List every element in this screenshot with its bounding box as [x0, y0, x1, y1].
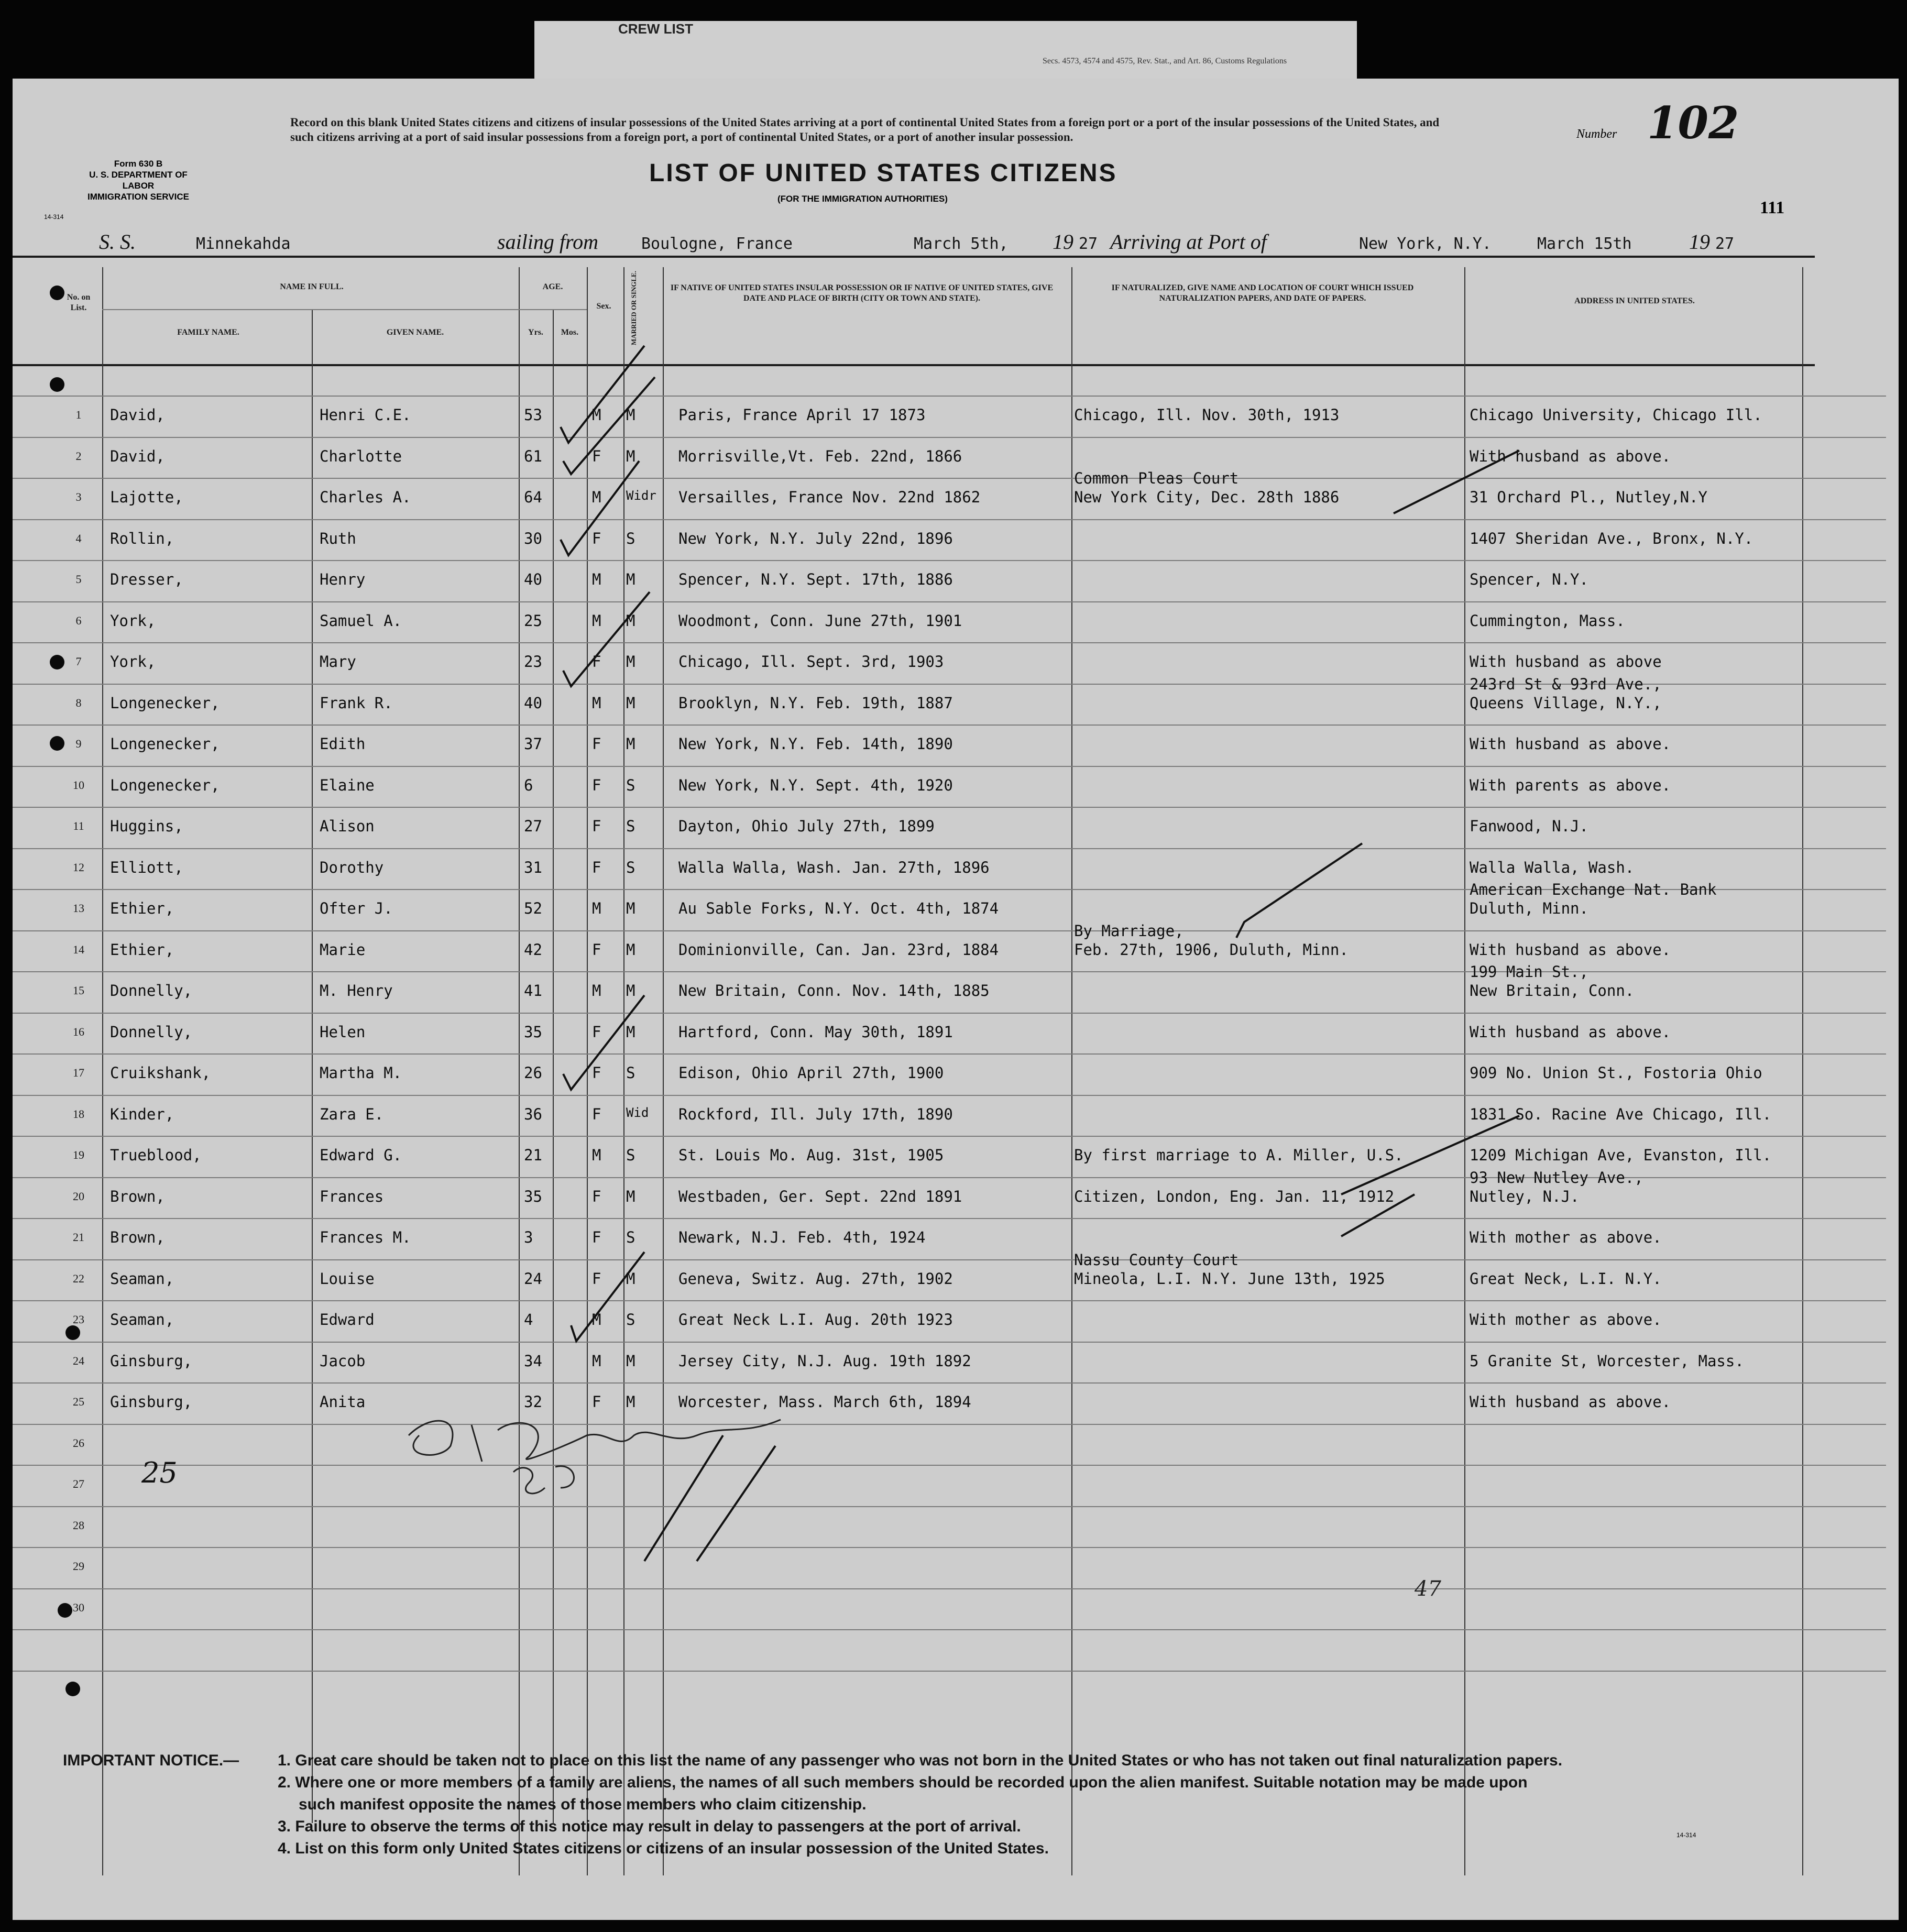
- row-22-given: Louise: [320, 1270, 375, 1288]
- row-13-addr2: Duluth, Minn.: [1470, 899, 1588, 917]
- row-8-ms: M: [626, 694, 635, 712]
- row-15-birth: New Britain, Conn. Nov. 14th, 1885: [678, 982, 990, 1000]
- row-18-sex: F: [592, 1105, 601, 1123]
- row-3-given: Charles A.: [320, 488, 411, 506]
- row-17-given: Martha M.: [320, 1064, 402, 1082]
- row-12-sex: F: [592, 859, 601, 876]
- row-22-yrs: 24: [524, 1270, 542, 1288]
- row-12-family: Elliott,: [110, 859, 183, 876]
- row-6-addr: Cummington, Mass.: [1470, 612, 1625, 630]
- row-11-no: 11: [73, 819, 84, 832]
- row-22-addr: Great Neck, L.I. N.Y.: [1470, 1270, 1662, 1288]
- row-18-addr: 1831 So. Racine Ave Chicago, Ill.: [1470, 1105, 1772, 1123]
- row-10-family: Longenecker,: [110, 776, 220, 794]
- col-header-married: MARRIED OR SINGLE.: [630, 271, 638, 345]
- row-13-yrs: 52: [524, 899, 542, 917]
- row-15-sex: M: [592, 982, 601, 1000]
- row-1-family: David,: [110, 406, 165, 424]
- row-16-no: 16: [73, 1025, 84, 1038]
- row-8-yrs: 40: [524, 694, 542, 712]
- row-7-given: Mary: [320, 653, 356, 671]
- row-21-yrs: 3: [524, 1228, 533, 1246]
- row-25-given: Anita: [320, 1393, 366, 1411]
- row-25-sex: F: [592, 1393, 601, 1411]
- row-15-ms: M: [626, 982, 635, 1000]
- row-5-addr: Spencer, N.Y.: [1470, 570, 1588, 588]
- row-21-addr: With mother as above.: [1470, 1228, 1662, 1246]
- row-24-sex: M: [592, 1352, 601, 1370]
- row-5-sex: M: [592, 570, 601, 588]
- row-22-nat: Nassu County Court: [1074, 1251, 1239, 1269]
- row-3-nat: Common Pleas Court: [1074, 469, 1239, 487]
- check-marks: [561, 346, 1519, 1561]
- row-1-given: Henri C.E.: [320, 406, 411, 424]
- col-header-address: ADDRESS IN UNITED STATES.: [1574, 297, 1695, 305]
- footer-form-code: 14-314: [1676, 1831, 1696, 1839]
- row-11-addr: Fanwood, N.J.: [1470, 817, 1588, 835]
- row-19-given: Edward G.: [320, 1146, 402, 1164]
- row-7-no: 7: [75, 655, 82, 668]
- row-22-nat2: Mineola, L.I. N.Y. June 13th, 1925: [1074, 1270, 1385, 1288]
- row-1-no: 1: [75, 408, 82, 421]
- row-1-yrs: 53: [524, 406, 542, 424]
- row-18-ms: Wid: [626, 1105, 649, 1120]
- row-21-sex: F: [592, 1228, 601, 1246]
- row-9-given: Edith: [320, 735, 366, 753]
- row-20-addr: 93 New Nutley Ave.,: [1470, 1169, 1643, 1187]
- row-17-no: 17: [73, 1066, 84, 1079]
- row-7-yrs: 23: [524, 653, 542, 671]
- row-28-no: 28: [73, 1519, 84, 1532]
- inspector-signature: [409, 1420, 781, 1494]
- col-header-birth: IF NATIVE OF UNITED STATES INSULAR POSSESSION OR IF NATIVE OF UNITED STATES, GIVE DATE AND PLACE OF BIRTH (CITY OR TOWN AND STATE).: [670, 283, 1054, 303]
- row-14-ms: M: [626, 941, 635, 959]
- row-3-yrs: 64: [524, 488, 542, 506]
- row-1-addr: Chicago University, Chicago Ill.: [1470, 406, 1762, 424]
- ss-label: S. S.: [99, 230, 136, 254]
- row-4-given: Ruth: [320, 530, 356, 547]
- row-14-birth: Dominionville, Can. Jan. 23rd, 1884: [678, 941, 999, 959]
- row-19-no: 19: [73, 1148, 84, 1161]
- row-13-birth: Au Sable Forks, N.Y. Oct. 4th, 1874: [678, 899, 999, 917]
- row-12-no: 12: [73, 861, 84, 874]
- form-number: Form 630 B: [114, 159, 163, 169]
- row-6-family: York,: [110, 612, 156, 630]
- row-1-sex: M: [592, 406, 601, 424]
- row-24-birth: Jersey City, N.J. Aug. 19th 1892: [678, 1352, 971, 1370]
- row-19-addr: 1209 Michigan Ave, Evanston, Ill.: [1470, 1146, 1772, 1164]
- row-14-family: Ethier,: [110, 941, 174, 959]
- row-21-given: Frances M.: [320, 1228, 411, 1246]
- row-16-ms: M: [626, 1023, 635, 1041]
- arrival-year: 27: [1715, 235, 1735, 253]
- row-22-birth: Geneva, Switz. Aug. 27th, 1902: [678, 1270, 953, 1288]
- row-4-family: Rollin,: [110, 530, 174, 547]
- row-20-family: Brown,: [110, 1188, 165, 1205]
- row-17-family: Cruikshank,: [110, 1064, 211, 1082]
- row-17-addr: 909 No. Union St., Fostoria Ohio: [1470, 1064, 1762, 1082]
- row-21-family: Brown,: [110, 1228, 165, 1246]
- row-10-given: Elaine: [320, 776, 375, 794]
- handwritten-total: 25: [141, 1456, 178, 1489]
- row-20-no: 20: [73, 1190, 84, 1203]
- signature-date: [513, 1466, 574, 1494]
- row-8-no: 8: [75, 696, 82, 709]
- row-2-sex: F: [592, 447, 601, 465]
- col-header-naturalization: IF NATURALIZED, GIVE NAME AND LOCATION OF COURT WHICH ISSUED NATURALIZATION PAPERS, AND DATE OF PAPERS.: [1111, 283, 1414, 303]
- row-22-ms: M: [626, 1270, 635, 1288]
- page-number: 111: [1760, 198, 1785, 217]
- arrival-date: March 15th: [1537, 235, 1632, 253]
- row-14-given: Marie: [320, 941, 366, 959]
- row-2-family: David,: [110, 447, 165, 465]
- row-23-no: 23: [73, 1313, 84, 1326]
- row-11-birth: Dayton, Ohio July 27th, 1899: [678, 817, 935, 835]
- list-number: 102: [1647, 97, 1739, 149]
- row-6-no: 6: [75, 614, 82, 627]
- row-24-ms: M: [626, 1352, 635, 1370]
- row-3-sex: M: [592, 488, 601, 506]
- check-mark-row-4: [561, 461, 639, 555]
- row-16-birth: Hartford, Conn. May 30th, 1891: [678, 1023, 953, 1041]
- row-16-given: Helen: [320, 1023, 366, 1041]
- row-20-sex: F: [592, 1188, 601, 1205]
- row-25-addr: With husband as above.: [1470, 1393, 1671, 1411]
- row-1-nat: Chicago, Ill. Nov. 30th, 1913: [1074, 406, 1340, 424]
- row-25-birth: Worcester, Mass. March 6th, 1894: [678, 1393, 971, 1411]
- row-9-ms: M: [626, 735, 635, 753]
- row-8-birth: Brooklyn, N.Y. Feb. 19th, 1887: [678, 694, 953, 712]
- year-prefix-1: 19: [1053, 230, 1073, 254]
- row-16-addr: With husband as above.: [1470, 1023, 1671, 1041]
- row-9-addr: With husband as above.: [1470, 735, 1671, 753]
- departure-port: Boulogne, France: [641, 235, 793, 253]
- row-17-birth: Edison, Ohio April 27th, 1900: [678, 1064, 944, 1082]
- row-10-no: 10: [73, 778, 84, 792]
- row-5-birth: Spencer, N.Y. Sept. 17th, 1886: [678, 570, 953, 588]
- row-7-family: York,: [110, 653, 156, 671]
- row-14-nat: By Marriage,: [1074, 922, 1184, 940]
- row-5-ms: M: [626, 570, 635, 588]
- row-10-ms: S: [626, 776, 635, 794]
- row-8-sex: M: [592, 694, 601, 712]
- row-21-birth: Newark, N.J. Feb. 4th, 1924: [678, 1228, 926, 1246]
- row-8-given: Frank R.: [320, 694, 393, 712]
- row-5-yrs: 40: [524, 570, 542, 588]
- row-11-ms: S: [626, 817, 635, 835]
- row-23-yrs: 4: [524, 1311, 533, 1329]
- notice-item-3: 3. Failure to observe the terms of this notice may result in delay to passengers at the port of arrival.: [278, 1818, 1021, 1835]
- col-header-family: FAMILY NAME.: [177, 328, 239, 337]
- service-name: IMMIGRATION SERVICE: [87, 192, 189, 202]
- row-6-ms: M: [626, 612, 635, 630]
- row-19-ms: S: [626, 1146, 635, 1164]
- row-11-yrs: 27: [524, 817, 542, 835]
- row-23-ms: S: [626, 1311, 635, 1329]
- col-header-no: No. on List.: [67, 293, 91, 312]
- row-11-sex: F: [592, 817, 601, 835]
- row-16-yrs: 35: [524, 1023, 542, 1041]
- row-3-ms: Widr: [626, 488, 656, 503]
- row-16-family: Donnelly,: [110, 1023, 193, 1041]
- row-3-no: 3: [75, 490, 82, 503]
- row-15-no: 15: [73, 984, 84, 997]
- row-8-family: Longenecker,: [110, 694, 220, 712]
- row-15-addr2: New Britain, Conn.: [1470, 982, 1635, 1000]
- stroke-bottom-1: [644, 1435, 723, 1561]
- row-12-ms: S: [626, 859, 635, 876]
- row-23-family: Seaman,: [110, 1311, 174, 1329]
- row-17-yrs: 26: [524, 1064, 542, 1082]
- row-17-sex: F: [592, 1064, 601, 1082]
- col-header-given: GIVEN NAME.: [386, 328, 444, 337]
- row-13-sex: M: [592, 899, 601, 917]
- row-25-family: Ginsburg,: [110, 1393, 193, 1411]
- row-4-sex: F: [592, 530, 601, 547]
- row-10-addr: With parents as above.: [1470, 776, 1671, 794]
- row-18-birth: Rockford, Ill. July 17th, 1890: [678, 1105, 953, 1123]
- row-12-addr: Walla Walla, Wash.: [1470, 859, 1635, 876]
- arrival-port: New York, N.Y.: [1359, 235, 1492, 253]
- row-13-ms: M: [626, 899, 635, 917]
- col-header-yrs: Yrs.: [528, 328, 543, 337]
- row-14-sex: F: [592, 941, 601, 959]
- row-14-addr: With husband as above.: [1470, 941, 1671, 959]
- stamp-number: 47: [1415, 1577, 1441, 1601]
- row-25-no: 25: [73, 1395, 84, 1408]
- stroke-bottom-2: [697, 1446, 775, 1561]
- page-subtitle: (FOR THE IMMIGRATION AUTHORITIES): [777, 194, 948, 204]
- stroke-naturalization-22: [1341, 1194, 1415, 1236]
- sail-date: March 5th,: [914, 235, 1009, 253]
- col-header-mos: Mos.: [561, 328, 579, 337]
- row-2-addr: With husband as above.: [1470, 447, 1671, 465]
- row-9-family: Longenecker,: [110, 735, 220, 753]
- row-3-nat2: New York City, Dec. 28th 1886: [1074, 488, 1340, 506]
- row-26-no: 26: [73, 1436, 84, 1450]
- row-24-yrs: 34: [524, 1352, 542, 1370]
- row-4-birth: New York, N.Y. July 22nd, 1896: [678, 530, 953, 547]
- row-27-no: 27: [73, 1477, 84, 1490]
- row-4-no: 4: [75, 532, 82, 545]
- row-8-addr: 243rd St & 93rd Ave.,: [1470, 675, 1662, 693]
- row-20-yrs: 35: [524, 1188, 542, 1205]
- notice-item-4: 4. List on this form only United States citizens or citizens of an insular possession of the United States.: [278, 1840, 1049, 1857]
- row-19-yrs: 21: [524, 1146, 542, 1164]
- row-2-no: 2: [75, 449, 82, 463]
- row-14-yrs: 42: [524, 941, 542, 959]
- row-24-no: 24: [73, 1354, 84, 1367]
- row-20-ms: M: [626, 1188, 635, 1205]
- row-24-given: Jacob: [320, 1352, 366, 1370]
- check-mark-row-1: [561, 346, 644, 443]
- form-instructions: Record on this blank United States citizens and citizens of insular possessions of the United States arriving at a port of continental United States from a foreign port or a port of the insular possessions of the United States, and such citizens arriving at a port of said insular possessions from a foreign port, a port of continental United States, or a port of another insular possession.: [290, 116, 1440, 144]
- row-13-given: Ofter J.: [320, 899, 393, 917]
- row-22-no: 22: [73, 1272, 84, 1285]
- department-name: U. S. DEPARTMENT OF LABOR: [89, 170, 188, 191]
- row-19-family: Trueblood,: [110, 1146, 202, 1164]
- row-21-ms: S: [626, 1228, 635, 1246]
- year-prefix-2: 19: [1689, 230, 1710, 254]
- row-11-given: Alison: [320, 817, 375, 835]
- row-19-birth: St. Louis Mo. Aug. 31st, 1905: [678, 1146, 944, 1164]
- row-12-given: Dorothy: [320, 859, 384, 876]
- row-10-yrs: 6: [524, 776, 533, 794]
- row-15-addr: 199 Main St.,: [1470, 963, 1588, 981]
- col-header-name: NAME IN FULL.: [280, 282, 344, 291]
- row-4-ms: S: [626, 530, 635, 547]
- signature-stroke: [409, 1420, 781, 1462]
- row-23-given: Edward: [320, 1311, 375, 1329]
- notice-item-2-continued: such manifest opposite the names of those members who claim citizenship.: [299, 1796, 867, 1813]
- row-2-ms: M: [626, 447, 635, 465]
- row-2-yrs: 61: [524, 447, 542, 465]
- row-19-sex: M: [592, 1146, 601, 1164]
- row-8-addr2: Queens Village, N.Y.,: [1470, 694, 1662, 712]
- row-9-no: 9: [75, 737, 82, 750]
- check-mark-naturalization-14: [1236, 843, 1362, 938]
- row-24-addr: 5 Granite St, Worcester, Mass.: [1470, 1352, 1744, 1370]
- row-11-family: Huggins,: [110, 817, 183, 835]
- row-15-yrs: 41: [524, 982, 542, 1000]
- row-5-given: Henry: [320, 570, 366, 588]
- row-6-given: Samuel A.: [320, 612, 402, 630]
- row-30-no: 30: [73, 1601, 84, 1614]
- row-20-given: Frances: [320, 1188, 384, 1205]
- row-5-family: Dresser,: [110, 570, 183, 588]
- statute-reference: Secs. 4573, 4574 and 4575, Rev. Stat., and Art. 86, Customs Regulations: [1043, 57, 1287, 65]
- check-mark-row-24: [571, 1252, 644, 1341]
- row-3-addr: 31 Orchard Pl., Nutley,N.Y: [1470, 488, 1707, 506]
- row-23-birth: Great Neck L.I. Aug. 20th 1923: [678, 1311, 953, 1329]
- row-13-addr: American Exchange Nat. Bank: [1470, 881, 1717, 898]
- row-15-given: M. Henry: [320, 982, 393, 1000]
- row-7-ms: M: [626, 653, 635, 671]
- check-mark-row-18: [563, 995, 644, 1090]
- form-code: 14-314: [44, 213, 64, 221]
- row-24-family: Ginsburg,: [110, 1352, 193, 1370]
- row-4-yrs: 30: [524, 530, 542, 547]
- row-14-no: 14: [73, 943, 84, 956]
- row-1-ms: M: [626, 406, 635, 424]
- row-25-ms: M: [626, 1393, 635, 1411]
- row-1-birth: Paris, France April 17 1873: [678, 406, 926, 424]
- row-25-yrs: 32: [524, 1393, 542, 1411]
- row-12-birth: Walla Walla, Wash. Jan. 27th, 1896: [678, 859, 990, 876]
- row-20-nat: Citizen, London, Eng. Jan. 11, 1912: [1074, 1188, 1395, 1205]
- row-18-yrs: 36: [524, 1105, 542, 1123]
- arriving-label: Arriving at Port of: [1110, 230, 1267, 254]
- row-13-no: 13: [73, 902, 84, 915]
- row-22-sex: F: [592, 1270, 601, 1288]
- notice-item-2: 2. Where one or more members of a family are aliens, the names of all such members should be recorded upon the alien manifest. Suitable notation may be made upon: [278, 1774, 1528, 1791]
- row-23-sex: M: [592, 1311, 601, 1329]
- row-4-addr: 1407 Sheridan Ave., Bronx, N.Y.: [1470, 530, 1753, 547]
- row-18-no: 18: [73, 1107, 84, 1121]
- row-16-sex: F: [592, 1023, 601, 1041]
- sail-year: 27: [1079, 235, 1098, 253]
- row-5-no: 5: [75, 573, 82, 586]
- row-6-sex: M: [592, 612, 601, 630]
- stroke-naturalization-3: [1394, 451, 1519, 513]
- row-19-nat: By first marriage to A. Miller, U.S.: [1074, 1146, 1404, 1164]
- col-header-sex: Sex.: [596, 302, 611, 311]
- notice-label: IMPORTANT NOTICE.—: [63, 1752, 239, 1769]
- row-20-addr2: Nutley, N.J.: [1470, 1188, 1580, 1205]
- row-23-addr: With mother as above.: [1470, 1311, 1662, 1329]
- row-29-no: 29: [73, 1560, 84, 1573]
- row-7-addr: With husband as above: [1470, 653, 1662, 671]
- row-2-birth: Morrisville,Vt. Feb. 22nd, 1866: [678, 447, 962, 465]
- row-3-birth: Versailles, France Nov. 22nd 1862: [678, 488, 981, 506]
- page-title: LIST OF UNITED STATES CITIZENS: [649, 159, 1117, 187]
- row-6-yrs: 25: [524, 612, 542, 630]
- crew-list-label: CREW LIST: [618, 21, 693, 37]
- row-10-birth: New York, N.Y. Sept. 4th, 1920: [678, 776, 953, 794]
- row-13-family: Ethier,: [110, 899, 174, 917]
- notice-item-1: 1. Great care should be taken not to place on this list the name of any passenger who was not born in the United States or who has not taken out final naturalization papers.: [278, 1752, 1563, 1769]
- row-18-given: Zara E.: [320, 1105, 384, 1123]
- row-22-family: Seaman,: [110, 1270, 174, 1288]
- row-21-no: 21: [73, 1231, 84, 1244]
- sailing-label: sailing from: [497, 230, 598, 254]
- row-14-nat2: Feb. 27th, 1906, Duluth, Minn.: [1074, 941, 1349, 959]
- row-9-sex: F: [592, 735, 601, 753]
- check-mark-row-7: [563, 592, 650, 686]
- row-7-birth: Chicago, Ill. Sept. 3rd, 1903: [678, 653, 944, 671]
- col-header-age: AGE.: [542, 282, 563, 291]
- row-17-ms: S: [626, 1064, 635, 1082]
- row-18-family: Kinder,: [110, 1105, 174, 1123]
- row-7-sex: F: [592, 653, 601, 671]
- row-15-family: Donnelly,: [110, 982, 193, 1000]
- row-6-birth: Woodmont, Conn. June 27th, 1901: [678, 612, 962, 630]
- row-3-family: Lajotte,: [110, 488, 183, 506]
- ship-name: Minnekahda: [196, 235, 291, 253]
- number-label: Number: [1576, 127, 1617, 141]
- row-20-birth: Westbaden, Ger. Sept. 22nd 1891: [678, 1188, 962, 1205]
- row-9-birth: New York, N.Y. Feb. 14th, 1890: [678, 735, 953, 753]
- row-2-given: Charlotte: [320, 447, 402, 465]
- row-9-yrs: 37: [524, 735, 542, 753]
- row-12-yrs: 31: [524, 859, 542, 876]
- row-10-sex: F: [592, 776, 601, 794]
- stroke-naturalization-20: [1341, 1116, 1519, 1194]
